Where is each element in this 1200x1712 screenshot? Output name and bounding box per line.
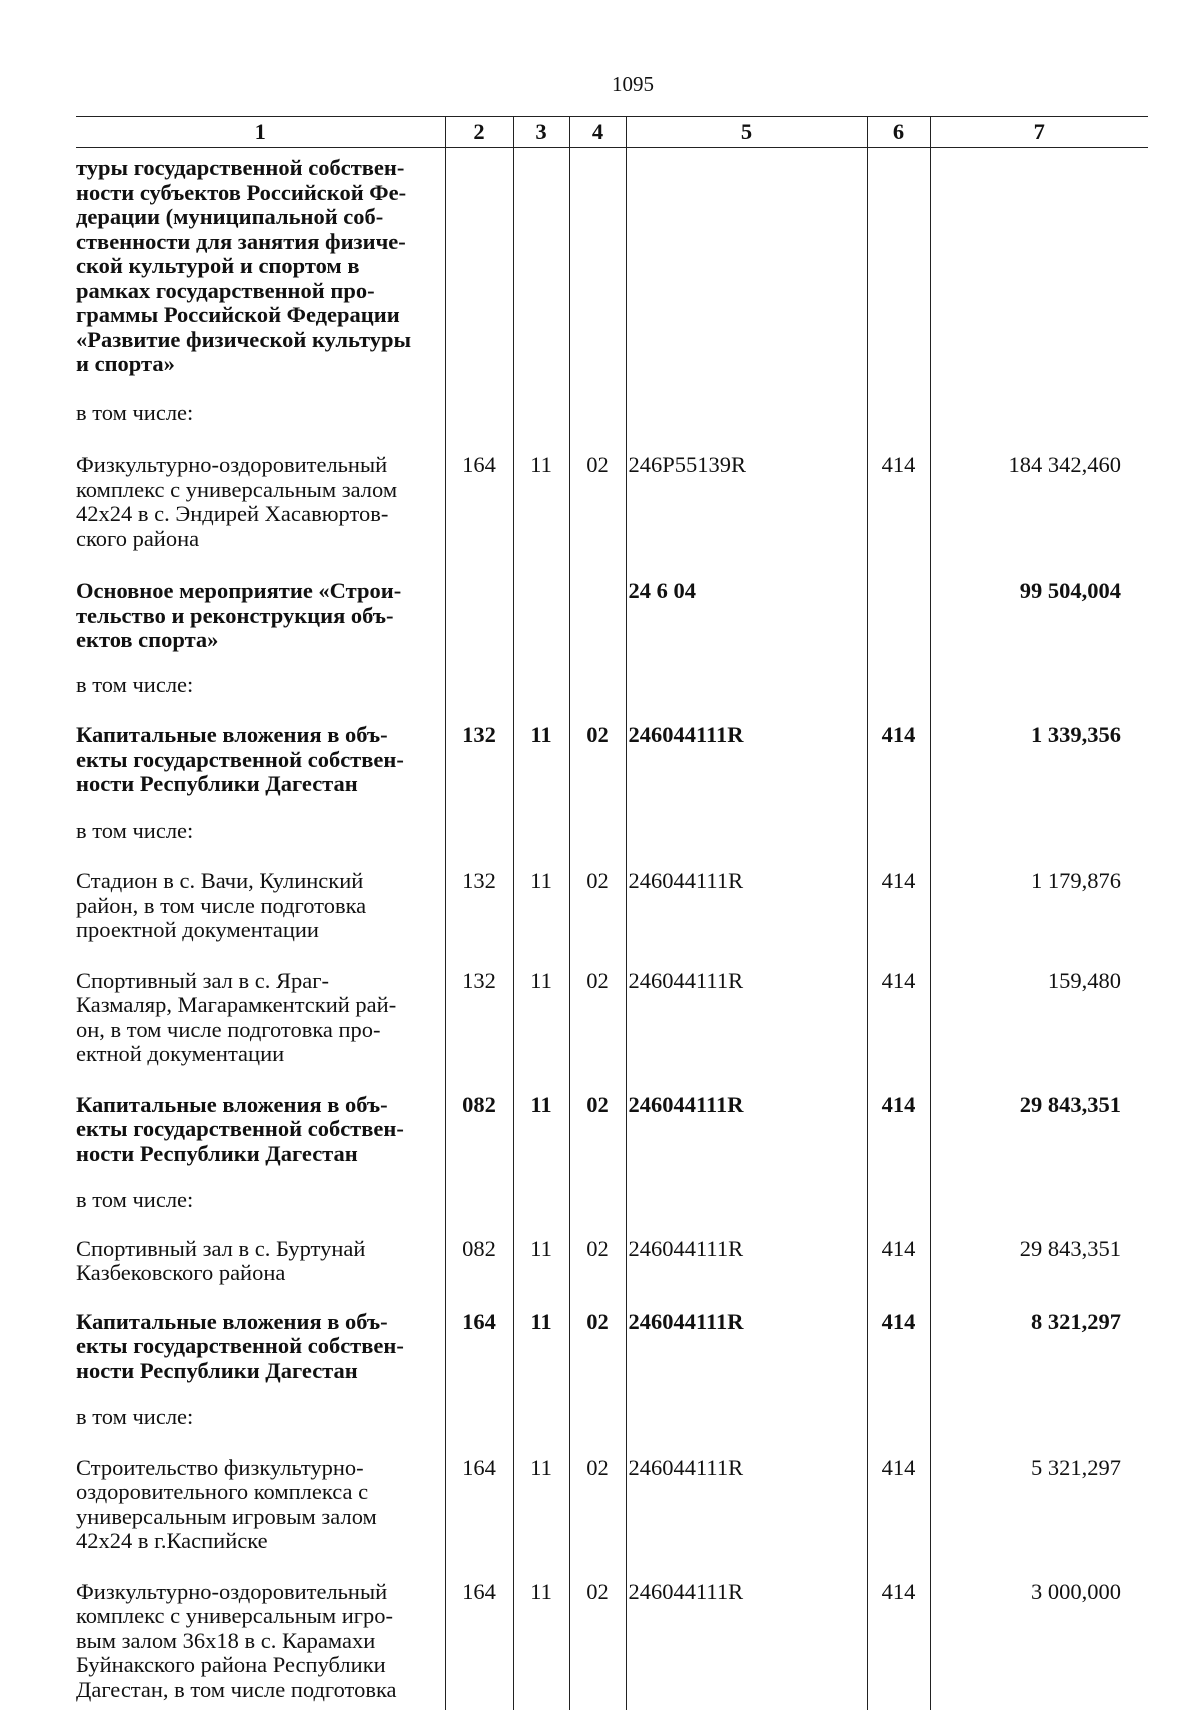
- row-col-4-text: 02: [586, 967, 609, 993]
- page-number: 1095: [612, 72, 654, 96]
- row-col-7: [930, 705, 1148, 807]
- row-col-7-text: 29 843,351: [1019, 1091, 1121, 1117]
- table-row: [76, 1221, 1148, 1296]
- row-col-6-text: 414: [881, 1235, 916, 1261]
- row-col-4: [569, 433, 626, 561]
- row-name-text: Физкультурно-оздоровительный комплекс с универсальным залом 42x24 в с. Эндирей Хасавюртов- ского района: [76, 452, 398, 551]
- row-col-6: [867, 1393, 930, 1438]
- row-name-text: Спортивный зал в с. Яраг- Казмаляр, Магарамкентский рай- он, в том числе подготовка про- ектной документации: [76, 967, 397, 1066]
- row-col-6-text: 414: [881, 1454, 916, 1480]
- row-col-3-text: 11: [530, 1091, 552, 1117]
- row-name: [76, 851, 445, 953]
- row-col-5: [626, 1564, 867, 1711]
- column-header-row: [76, 117, 1148, 148]
- row-col-5: [626, 953, 867, 1077]
- row-col-3: [513, 953, 569, 1077]
- table-row: [76, 1077, 1148, 1177]
- row-col-7-text: 99 504,004: [1019, 578, 1121, 603]
- row-col-2-text: 082: [462, 1235, 496, 1261]
- row-col-2-text: 164: [462, 1578, 496, 1604]
- budget-table-wrapper: [76, 116, 1148, 1710]
- row-name: [76, 663, 445, 706]
- row-col-7-text: 3 000,000: [1031, 1578, 1121, 1604]
- row-col-7-text: 1 339,356: [1031, 722, 1121, 747]
- row-col-4: [569, 1077, 626, 1177]
- row-name: [76, 1296, 445, 1394]
- row-col-7: [930, 1296, 1148, 1394]
- row-col-4-text: 02: [586, 722, 609, 747]
- row-col-5: [626, 1296, 867, 1394]
- table-row: [76, 851, 1148, 953]
- row-col-7: [930, 148, 1148, 389]
- row-col-5: [626, 851, 867, 953]
- row-name-text: Капитальные вложения в объ- екты государственной собствен- ности Республики Дагестан: [76, 1308, 404, 1383]
- row-col-7-text: 159,480: [1047, 967, 1121, 993]
- row-col-5-text: 246044111R: [628, 1454, 744, 1480]
- row-col-5-text: 246044111R: [628, 1578, 744, 1604]
- row-col-7: [930, 953, 1148, 1077]
- table-body: [76, 148, 1148, 1711]
- row-name: [76, 1438, 445, 1564]
- row-col-3-text: 11: [530, 1235, 552, 1261]
- row-col-3: [513, 1077, 569, 1177]
- row-col-2: [445, 389, 513, 434]
- row-col-6-text: 414: [881, 722, 916, 747]
- row-col-3: [513, 1564, 569, 1711]
- row-col-5-text: 246044111R: [628, 1091, 744, 1117]
- row-name: [76, 1221, 445, 1296]
- table-row: [76, 1438, 1148, 1564]
- row-col-4: [569, 851, 626, 953]
- row-col-6: [867, 1438, 930, 1564]
- row-col-3: [513, 1176, 569, 1221]
- column-header-7: 7: [930, 117, 1148, 148]
- column-header-6: 6: [867, 117, 930, 148]
- row-col-3: [513, 851, 569, 953]
- budget-table: [76, 116, 1148, 1710]
- row-col-7: [930, 1438, 1148, 1564]
- row-col-6: [867, 561, 930, 663]
- row-col-6: [867, 433, 930, 561]
- row-col-2-text: 132: [462, 722, 496, 747]
- row-col-2: [445, 1176, 513, 1221]
- row-name-text: Основное мероприятие «Строи- тельство и реконструкция объ- ектов спорта»: [76, 578, 402, 652]
- row-name: [76, 148, 445, 389]
- column-header-4: 4: [569, 117, 626, 148]
- row-col-5-text: 246044111R: [628, 722, 744, 747]
- row-col-2: [445, 705, 513, 807]
- row-col-3-text: 11: [530, 452, 552, 477]
- row-col-5: [626, 1077, 867, 1177]
- row-col-4: [569, 1221, 626, 1296]
- row-col-2-text: 164: [462, 1308, 496, 1334]
- row-col-6: [867, 1176, 930, 1221]
- row-col-7: [930, 1393, 1148, 1438]
- row-col-5: [626, 1393, 867, 1438]
- row-col-2-text: 082: [462, 1091, 496, 1117]
- row-col-2: [445, 561, 513, 663]
- row-col-2: [445, 851, 513, 953]
- row-name: [76, 389, 445, 434]
- row-col-6-text: 414: [881, 1308, 916, 1334]
- column-header-1: 1: [76, 117, 445, 148]
- table-row: [76, 148, 1148, 389]
- row-name: [76, 561, 445, 663]
- table-row: [76, 433, 1148, 561]
- row-name: [76, 1564, 445, 1711]
- row-col-5-text: 246044111R: [628, 1308, 744, 1334]
- row-col-6-text: 414: [881, 1091, 916, 1117]
- row-col-5: [626, 389, 867, 434]
- row-name: [76, 807, 445, 852]
- row-name: [76, 433, 445, 561]
- row-col-5: [626, 705, 867, 807]
- row-col-2: [445, 1296, 513, 1394]
- row-col-4: [569, 561, 626, 663]
- row-col-3: [513, 1438, 569, 1564]
- row-col-7-text: 5 321,297: [1031, 1454, 1121, 1480]
- row-col-6: [867, 1564, 930, 1711]
- row-col-2: [445, 148, 513, 389]
- row-col-7: [930, 851, 1148, 953]
- column-header-2: 2: [445, 117, 513, 148]
- row-col-3: [513, 433, 569, 561]
- row-name-text: Капитальные вложения в объ- екты государственной собствен- ности Республики Дагестан: [76, 722, 404, 796]
- row-col-4: [569, 663, 626, 706]
- row-col-2: [445, 1438, 513, 1564]
- row-col-7-text: 29 843,351: [1019, 1235, 1121, 1261]
- row-col-4: [569, 1176, 626, 1221]
- row-col-3: [513, 389, 569, 434]
- row-col-5: [626, 1176, 867, 1221]
- row-col-4-text: 02: [586, 868, 609, 893]
- row-col-3: [513, 1296, 569, 1394]
- row-col-6: [867, 1077, 930, 1177]
- row-col-5-text: 246044111R: [628, 967, 744, 993]
- row-col-6-text: 414: [881, 1578, 916, 1604]
- table-row: [76, 1564, 1148, 1711]
- row-col-4: [569, 1296, 626, 1394]
- row-name-text: Спортивный зал в с. Буртунай Казбековского района: [76, 1235, 366, 1285]
- row-col-6: [867, 953, 930, 1077]
- row-col-5: [626, 1438, 867, 1564]
- row-col-7: [930, 1221, 1148, 1296]
- row-col-6-text: 414: [881, 967, 916, 993]
- row-name-text: в том числе:: [76, 1187, 194, 1212]
- row-col-6: [867, 663, 930, 706]
- row-col-4: [569, 148, 626, 389]
- row-col-2: [445, 433, 513, 561]
- row-name-text: Стадион в с. Вачи, Кулинский район, в том числе подготовка проектной документации: [76, 868, 367, 942]
- row-col-4-text: 02: [586, 1578, 609, 1604]
- row-col-5-text: 246044111R: [628, 1235, 744, 1261]
- row-col-4: [569, 1393, 626, 1438]
- table-row: [76, 953, 1148, 1077]
- row-name-text: в том числе:: [76, 399, 194, 425]
- subhead-row: [76, 1176, 1148, 1221]
- row-col-3-text: 11: [530, 1308, 552, 1334]
- row-name-text: в том числе:: [76, 671, 194, 697]
- row-col-2: [445, 1077, 513, 1177]
- row-col-2: [445, 1564, 513, 1711]
- row-col-5: [626, 433, 867, 561]
- row-col-6-text: 414: [881, 452, 916, 477]
- row-col-4-text: 02: [586, 1235, 609, 1261]
- row-col-3: [513, 807, 569, 852]
- row-col-3: [513, 561, 569, 663]
- row-col-7: [930, 807, 1148, 852]
- row-col-4: [569, 1564, 626, 1711]
- row-col-5-text: 246P55139R: [628, 452, 747, 477]
- subhead-row: [76, 807, 1148, 852]
- row-col-3: [513, 705, 569, 807]
- row-col-3-text: 11: [530, 1578, 552, 1604]
- row-col-6: [867, 807, 930, 852]
- row-col-6-text: 414: [881, 868, 916, 893]
- row-col-2: [445, 663, 513, 706]
- row-col-3-text: 11: [530, 868, 552, 893]
- row-col-7: [930, 433, 1148, 561]
- row-col-4-text: 02: [586, 1454, 609, 1480]
- row-col-3: [513, 148, 569, 389]
- row-col-7: [930, 389, 1148, 434]
- row-col-5: [626, 561, 867, 663]
- row-col-4: [569, 389, 626, 434]
- subhead-row: [76, 1393, 1148, 1438]
- row-col-7: [930, 1176, 1148, 1221]
- row-name-text: Капитальные вложения в объ- екты государственной собствен- ности Республики Дагестан: [76, 1091, 404, 1166]
- row-col-6: [867, 851, 930, 953]
- row-col-6: [867, 1221, 930, 1296]
- row-col-7: [930, 561, 1148, 663]
- row-col-3: [513, 1393, 569, 1438]
- row-name-text: туры государственной собствен- ности субъектов Российской Фе- дерации (муниципальной соб- ственности для занятия физиче- ской культурой и спортом в рамках государственной про- граммы Российской Федерации «Развитие физической культуры и спорта»: [76, 155, 412, 376]
- row-name: [76, 1176, 445, 1221]
- row-col-3: [513, 663, 569, 706]
- row-col-2: [445, 1221, 513, 1296]
- row-col-2-text: 164: [462, 1454, 496, 1480]
- row-col-4-text: 02: [586, 1308, 609, 1334]
- row-col-4: [569, 807, 626, 852]
- row-name: [76, 1393, 445, 1438]
- row-col-6: [867, 1296, 930, 1394]
- row-col-6: [867, 148, 930, 389]
- subhead-row: [76, 663, 1148, 706]
- row-name: [76, 1077, 445, 1177]
- table-row: [76, 705, 1148, 807]
- row-col-4: [569, 1438, 626, 1564]
- row-col-7-text: 8 321,297: [1031, 1308, 1121, 1334]
- row-col-2-text: 132: [462, 967, 496, 993]
- row-col-7: [930, 663, 1148, 706]
- row-name-text: в том числе:: [76, 1404, 194, 1429]
- row-col-5: [626, 1221, 867, 1296]
- column-header-3: 3: [513, 117, 569, 148]
- row-name: [76, 705, 445, 807]
- row-col-7-text: 1 179,876: [1031, 868, 1121, 893]
- row-col-2-text: 164: [462, 452, 496, 477]
- row-col-5: [626, 148, 867, 389]
- table-row: [76, 1296, 1148, 1394]
- row-col-5: [626, 663, 867, 706]
- row-col-7: [930, 1077, 1148, 1177]
- row-name: [76, 953, 445, 1077]
- row-name-text: Физкультурно-оздоровительный комплекс с универсальным игро- вым залом 36x18 в с. Карамахи Буйнакского района Республики Дагестан, в том числе подготовка: [76, 1578, 397, 1702]
- table-row: [76, 561, 1148, 663]
- row-col-5-text: 246044111R: [628, 868, 744, 893]
- column-header-5: 5: [626, 117, 867, 148]
- row-col-2: [445, 1393, 513, 1438]
- row-col-4: [569, 705, 626, 807]
- row-name-text: Строительство физкультурно- оздоровительного комплекса с универсальным игровым залом 42x24 в г.Каспийске: [76, 1454, 377, 1553]
- row-col-6: [867, 705, 930, 807]
- row-col-4-text: 02: [586, 452, 609, 477]
- row-name-text: в том числе:: [76, 817, 194, 843]
- row-col-2: [445, 807, 513, 852]
- row-col-4-text: 02: [586, 1091, 609, 1117]
- row-col-3-text: 11: [530, 722, 552, 747]
- row-col-5: [626, 807, 867, 852]
- row-col-7-text: 184 342,460: [1008, 452, 1121, 477]
- row-col-7: [930, 1564, 1148, 1711]
- row-col-2: [445, 953, 513, 1077]
- row-col-3-text: 11: [530, 1454, 552, 1480]
- row-col-2-text: 132: [462, 868, 496, 893]
- row-col-3: [513, 1221, 569, 1296]
- row-col-3-text: 11: [530, 967, 552, 993]
- row-col-5-text: 24 6 04: [628, 578, 696, 603]
- row-col-4: [569, 953, 626, 1077]
- row-col-6: [867, 389, 930, 434]
- subhead-row: [76, 389, 1148, 434]
